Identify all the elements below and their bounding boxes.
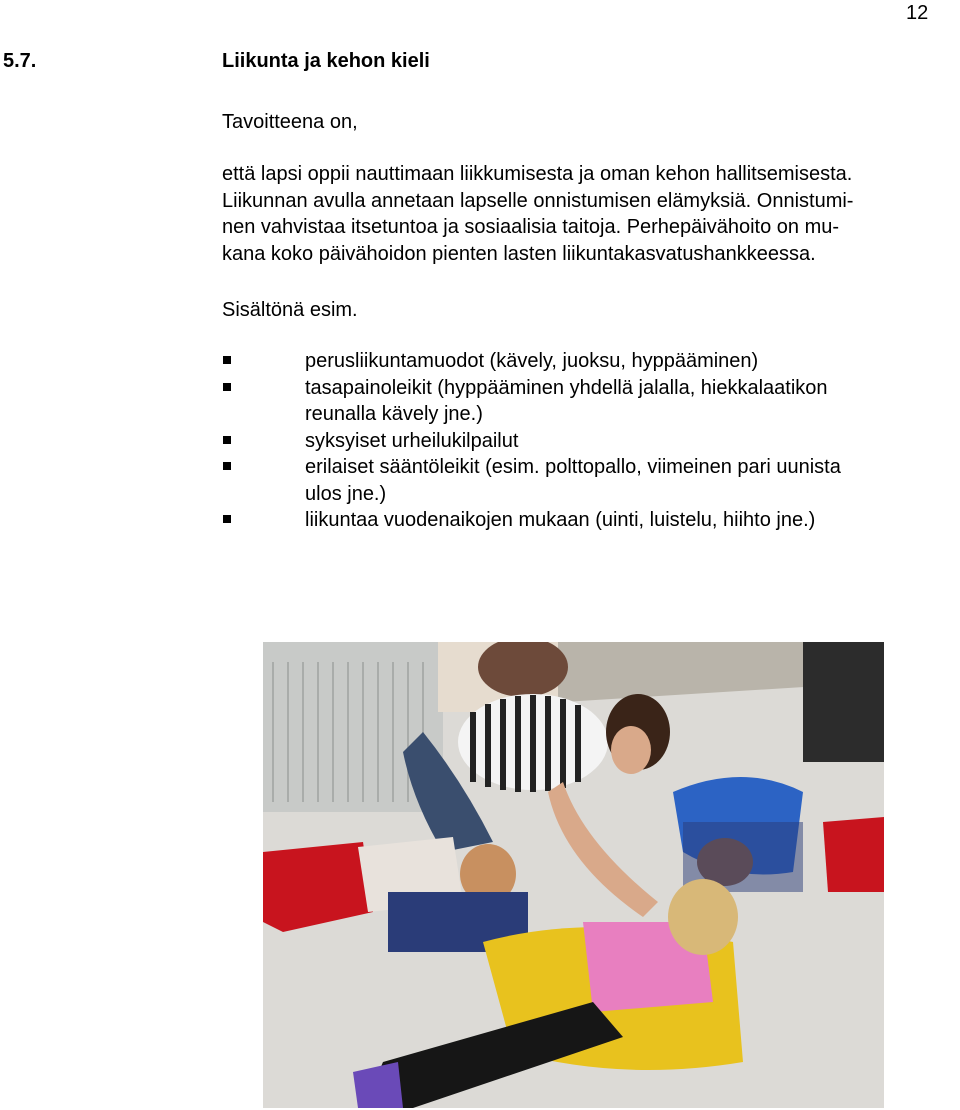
square-bullet-icon: [223, 436, 231, 444]
list-item-text: liikuntaa vuodenaikojen mukaan (uinti, luistelu, hiihto jne.): [305, 509, 816, 531]
square-bullet-icon: [223, 515, 231, 523]
content-list: [222, 348, 942, 534]
paragraph-line: että lapsi oppii nauttimaan liikkumisesta ja oman kehon hallitsemisesta.: [222, 163, 853, 185]
page-number: 12: [906, 2, 929, 24]
square-bullet-icon: [223, 356, 231, 364]
child-red-pants-right: [823, 817, 884, 892]
photo-illustration: [263, 642, 884, 1108]
paragraph-line: kana koko päivähoidon pienten lasten liikuntakasvatushankkeessa.: [222, 242, 816, 265]
list-item: [222, 375, 942, 428]
list-item: [222, 507, 942, 534]
list-item-text: ulos jne.): [305, 482, 387, 505]
paragraph-line: nen vahvistaa itsetuntoa ja sosiaalisia taitoja. Perhepäivähoito on mu-: [222, 216, 840, 238]
person-right: [803, 642, 884, 762]
intro-text: Tavoitteena on,: [222, 111, 358, 133]
list-item-text: tasapainoleikit (hyppääminen yhdellä jalalla, hiekkalaatikon: [305, 376, 828, 399]
adult-face: [611, 726, 651, 774]
list-item-text: syksyiset urheilukilpailut: [305, 429, 519, 452]
section-title: Liikunta ja kehon kieli: [222, 50, 430, 72]
list-item-text: perusliikuntamuodot (kävely, juoksu, hyppääminen): [305, 350, 759, 372]
child-blond-hair: [668, 879, 738, 955]
body-paragraph: [222, 161, 942, 267]
photo-children-exercise: [263, 642, 884, 1108]
list-item: [222, 454, 942, 507]
list-item-text: erilaiset sääntöleikit (esim. polttopallo, viimeinen pari uunista: [305, 456, 841, 478]
list-item-text: reunalla kävely jne.): [305, 403, 483, 425]
square-bullet-icon: [223, 462, 231, 470]
section-number: 5.7.: [3, 50, 37, 72]
content-label: Sisältönä esim.: [222, 299, 358, 321]
list-item: [222, 348, 942, 375]
list-item: [222, 428, 942, 455]
paragraph-line: Liikunnan avulla annetaan lapselle onnistumisen elämyksiä. Onnistumi-: [222, 189, 854, 212]
square-bullet-icon: [223, 383, 231, 391]
